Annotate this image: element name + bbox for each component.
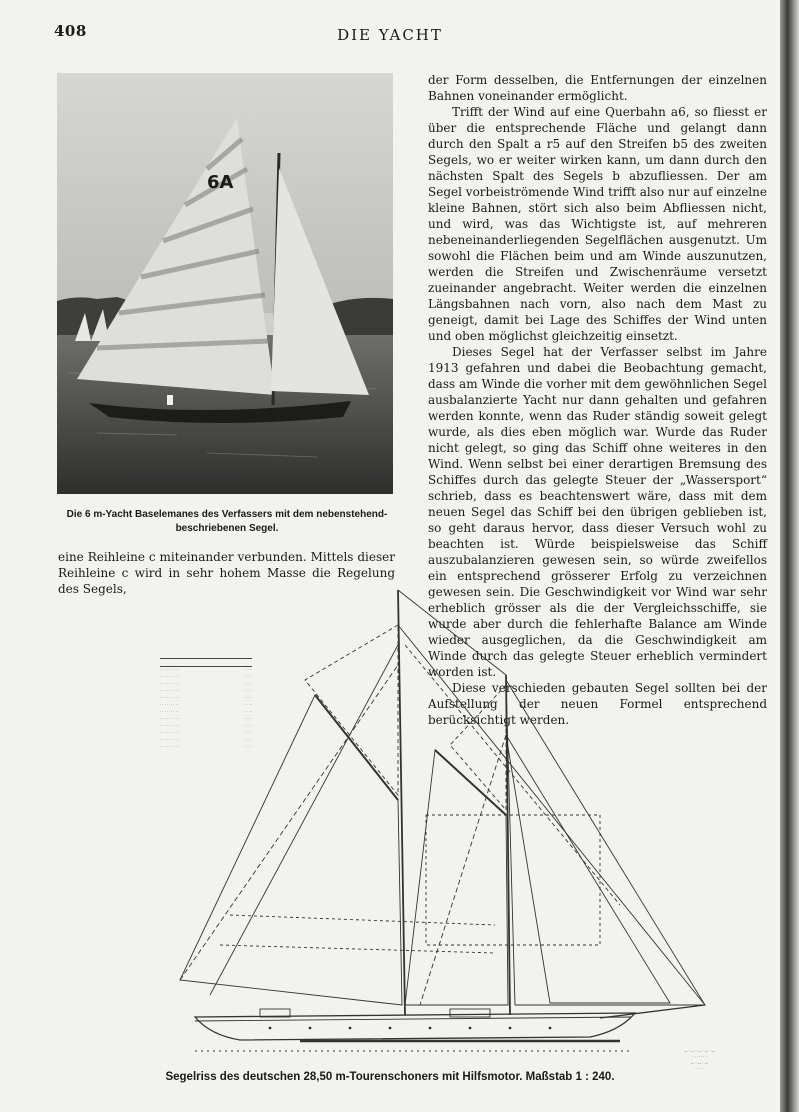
running-title: DIE YACHT [337,26,443,44]
page-edge [780,0,799,1112]
paragraph: Trifft der Wind auf eine Querbahn a6, so fliesst er über die entsprechende Fläche und gelangt dann durch den Spalt a r5 auf den Streifen b5 des zweiten Segels, wo er weiter wirken kann, um dann durch den nächsten Spalt des Segels b abzufliessen. Der am Segel vorbeiströmende Wind trifft also nur auf einzelne kleine Bahnen, stört sich also beim Abfliessen nicht, und wird, was das Wichtigste ist, auf mehreren nebeneinanderliegenden Segelflächen ausgenutzt. Um sowohl die Flächen beim und am Winde auszunutzen, werden die Streifen und Zwischenräume versetzt zueinander angebracht. Weiter werden die einzelnen Längsbahnen nach vorn, also nach dem Mast zu geneigt, damit bei Lage des Schiffes der Wind unten und oben möglichst gleichzeitig einsetzt. [428,105,767,343]
draughtsman-signature: — · — · — · — · — · · · · · · · — · — · — · · · · · [684,1049,715,1071]
sail-area-table: · · · · · · · · · · · · · · · · · · · · · · · · · · · · · · · · · · · · · · · · · · · · · · · · · · · · · · · · · · · · · · · · · · · · · · · · · · · · · · · · · · · · · · · · · · · · · · · · · · · · · · · · · · · · · · · · · · · · · · · · · · · · · · · · · · · · · · · · · · · · · · · · · · · · · · · · · · · · [160,658,252,751]
photo-caption: Die 6 m-Yacht Baselemanes des Verfassers mit dem nebenstehend-beschriebenen Segel. [66,509,388,534]
page-number: 408 [54,22,87,40]
paragraph: Diese verschieden gebauten Segel sollten bei der Aufstellung der neuen Formel entsprechend berücksichtigt werden. [428,681,767,727]
left-column-text: eine Reihleine c miteinander verbunden. Mittels dieser Reihleine c wird in sehr hohem Masse die Regelung des Segels, [58,550,395,596]
sail-plan-caption: Segelriss des deutschen 28,50 m-Tourenschoners mit Hilfsmotor. Maßstab 1 : 240. [165,1071,615,1083]
paragraph: Dieses Segel hat der Verfasser selbst im Jahre 1913 gefahren und dabei die Beobachtung gemacht, dass am Winde die vorher mit dem gewöhnlichen Segel ausbalanzierte Yacht nur dann gehalten und gefahren werden konnte, wenn das Ruder ständig soweit gelegt wurde, als dies eben möglich war. Wurde das Ruder nicht gelegt, so ging das Schiff ohne weiteres in den Wind. Wenn selbst bei einer derartigen Bremsung des Schiffes durch das gelegte Steuer der „Wassersport“ schrieb, dass es beachtenswert wäre, dass mit dem neuen Segel das Schiff bei den übrigen geblieben ist, so geht daraus hervor, dass dieser Versuch wohl zu beachten ist. Würde beispielsweise das Schiff auszubalanzieren gewesen sein, so würde zweifellos ein entsprechend grösserer Erfolg zu verzeichnen gewesen sein. Die Geschwindigkeit vor Wind war sehr erheblich grösser als die der Vergleichsschiffe, sie wurde aber durch die fehlerhafte Balance am Winde wieder ausgeglichen, da die Geschwindigkeit am Winde durch das gelegte Steuer erheblich vermindert worden ist. [428,345,767,679]
yacht-photo [57,73,393,494]
sail-plan-drawing [150,585,750,1065]
paragraph: der Form desselben, die Entfernungen der einzelnen Bahnen voneinander ermöglicht. [428,73,767,103]
sail-number: 6A [207,172,234,193]
